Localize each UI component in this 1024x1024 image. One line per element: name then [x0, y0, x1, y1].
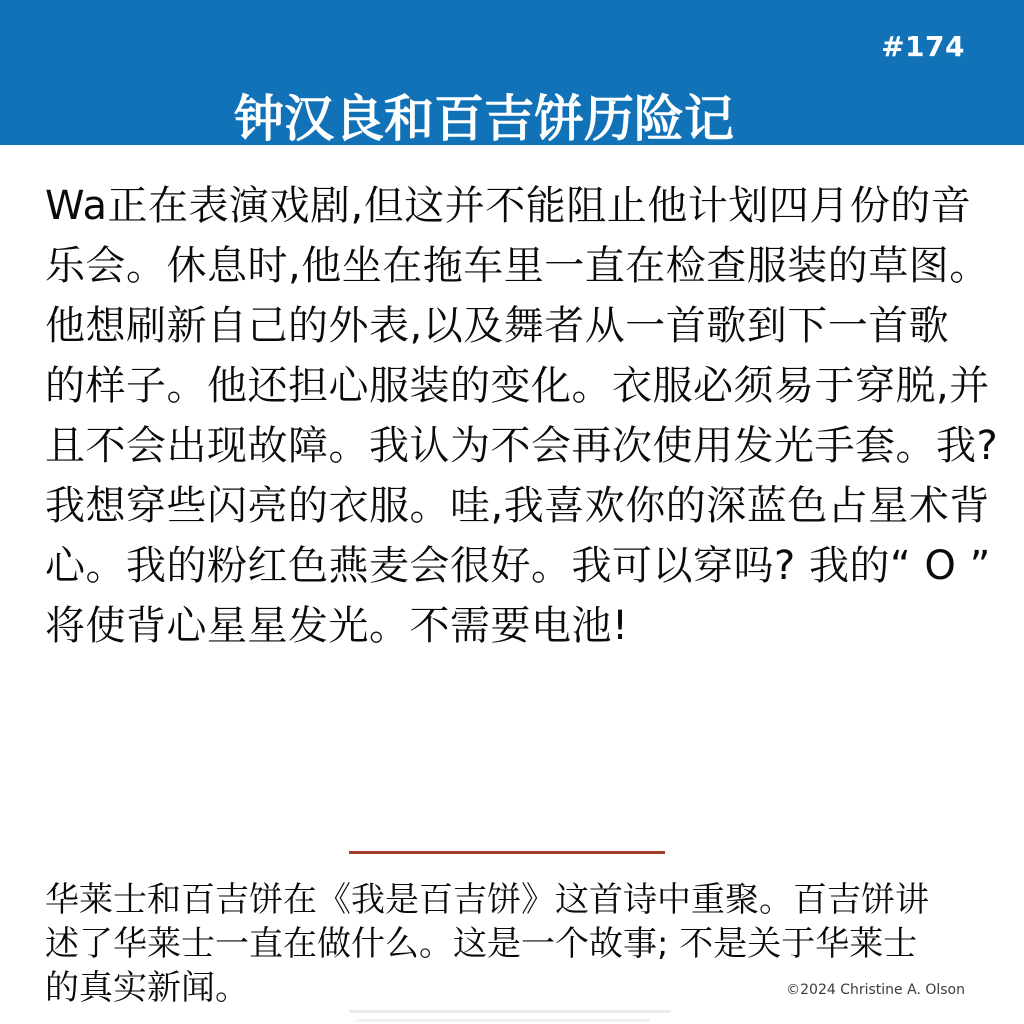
story-line: 的样子。他还担心服装的变化。衣服必须易于穿脱,并 — [45, 363, 990, 409]
bottom-accent-bar-secondary — [356, 1019, 650, 1022]
story-paragraph — [45, 176, 1005, 656]
red-divider-rule — [349, 851, 665, 854]
header-banner — [0, 0, 1024, 148]
issue-number-badge: #174 — [881, 30, 965, 63]
story-line: 我想穿些闪亮的衣服。哇,我喜欢你的深蓝色占星术背 — [45, 483, 990, 529]
story-line: 乐会。休息时,他坐在拖车里一直在检查服装的草图。 — [45, 243, 990, 289]
footer-line: 述了华莱士一直在做什么。这是一个故事; 不是关于华莱士 — [45, 924, 918, 964]
story-line: 心。我的粉红色燕麦会很好。我可以穿吗? 我的“ O ” — [45, 543, 991, 589]
page-title: 钟汉良和百吉饼历险记 — [234, 89, 734, 148]
story-line: 他想刷新自己的外表,以及舞者从一首歌到下一首歌 — [45, 303, 950, 349]
story-line: 且不会出现故障。我认为不会再次使用发光手套。我? — [45, 423, 999, 469]
copyright-notice: ©2024 Christine A. Olson — [786, 982, 965, 998]
footer-line: 的真实新闻。 — [45, 968, 249, 1008]
story-line: 将使背心星星发光。不需要电池! — [45, 603, 629, 649]
bottom-accent-bar — [349, 1010, 671, 1013]
story-line: Wa正在表演戏剧,但这并不能阻止他计划四月份的音 — [45, 183, 972, 229]
footer-line: 华莱士和百吉饼在《我是百吉饼》这首诗中重聚。百吉饼讲 — [45, 880, 929, 920]
